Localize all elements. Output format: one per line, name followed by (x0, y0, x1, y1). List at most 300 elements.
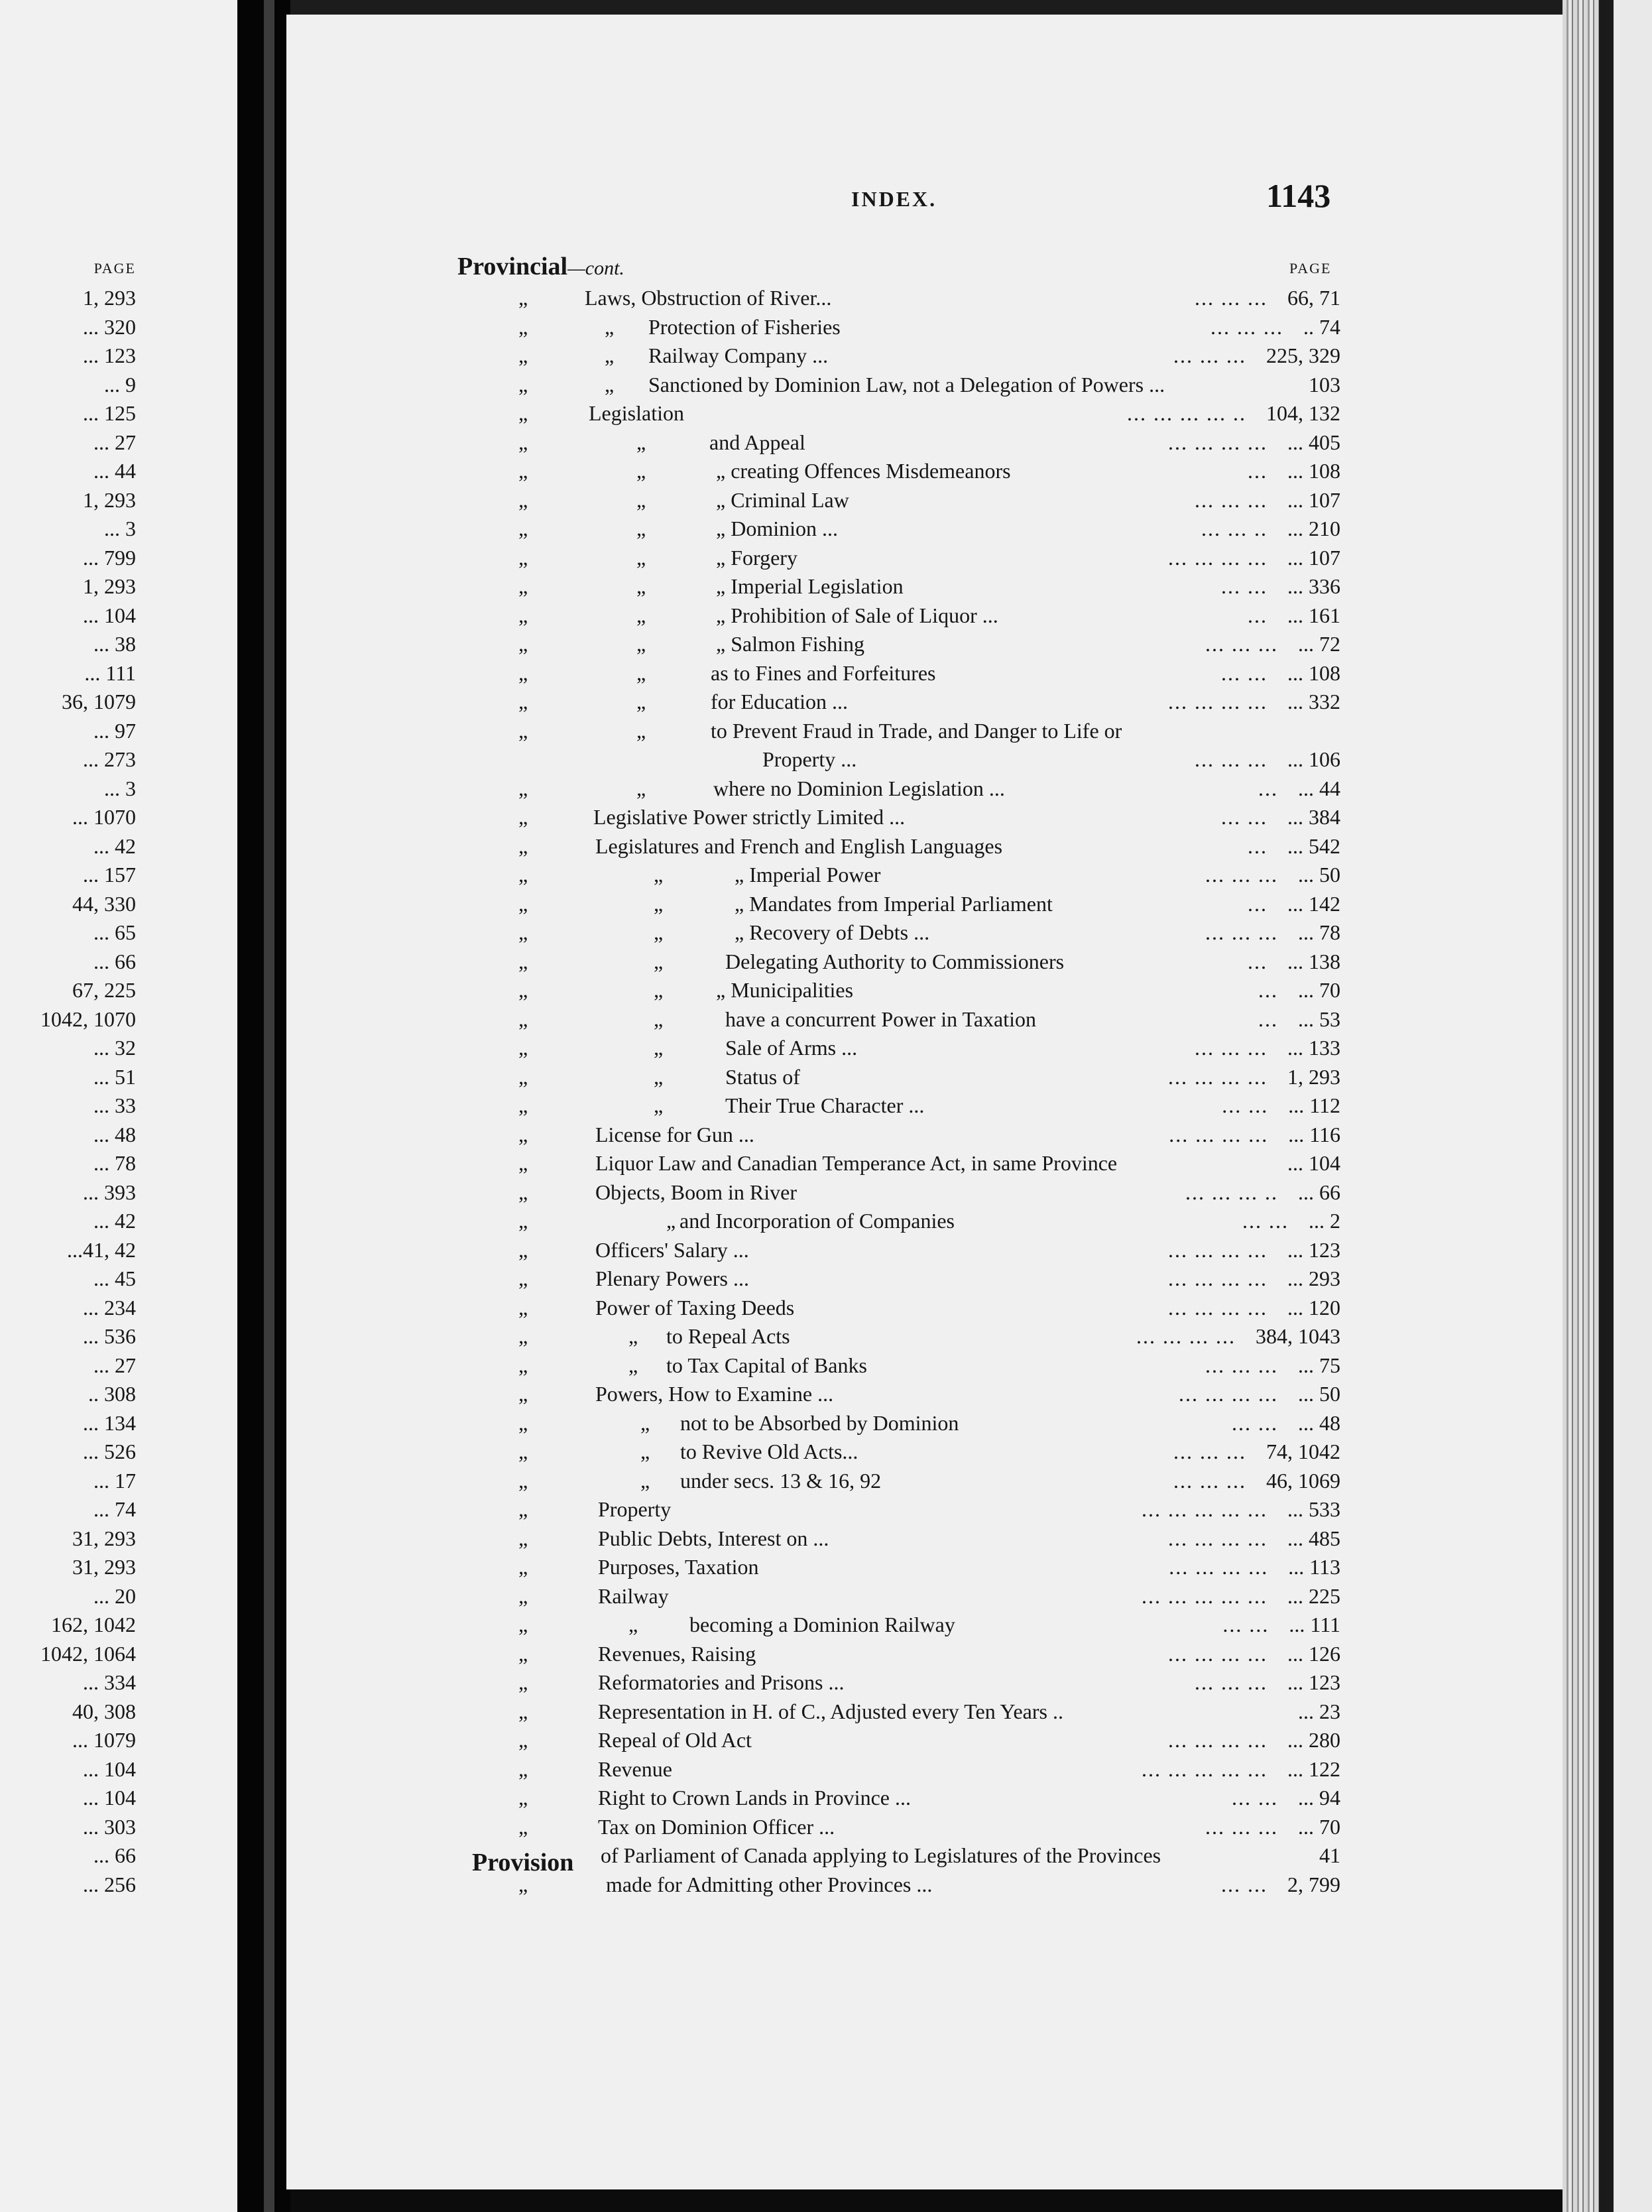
leader-dots: ... ... ... (1205, 1353, 1278, 1377)
index-entries (0, 284, 1652, 1899)
entry-page-ref: ... 104 (1287, 1151, 1340, 1175)
ditto-mark-secondary: „ (654, 1093, 664, 1117)
ditto-mark-secondary: „ (640, 1440, 650, 1463)
ditto-mark: „ (518, 1093, 528, 1117)
ditto-mark: „ (518, 1353, 528, 1377)
left-page-number: ... 134 (83, 1410, 136, 1435)
index-entry (0, 1784, 1652, 1813)
ditto-mark-secondary: „ (605, 343, 615, 367)
entry-page-ref: ... 293 (1287, 1266, 1340, 1290)
ditto-mark: „ (518, 1555, 528, 1579)
left-page-number: ... 320 (83, 314, 136, 339)
entry-page-ref: ... 23 (1298, 1699, 1340, 1723)
ditto-mark: „ (518, 978, 528, 1002)
index-entry (0, 1322, 1652, 1351)
entry-text: „ Salmon Fishing (716, 632, 865, 656)
entry-text: Legislative Power strictly Limited ... (593, 805, 906, 829)
entry-page-ref: ... 70 (1298, 978, 1340, 1002)
entry-page-ref: ... 116 (1288, 1122, 1340, 1146)
left-page-number: 67, 225 (72, 978, 136, 1002)
ditto-mark-secondary: „ (636, 776, 646, 800)
left-page-number: ... 104 (83, 603, 136, 627)
entry-text: „ Forgery (716, 545, 797, 570)
leader-dots: ... ... ... ... (1168, 1266, 1268, 1290)
index-entry (0, 515, 1652, 544)
index-entry (0, 1409, 1652, 1438)
entry-page-ref: ... 122 (1287, 1756, 1340, 1781)
ditto-mark: „ (518, 1728, 528, 1752)
entry-page-ref: ... 161 (1287, 603, 1340, 627)
ditto-mark-secondary: „ (654, 863, 664, 887)
entry-page-ref: ... 50 (1298, 1382, 1340, 1406)
index-entry (0, 1582, 1652, 1611)
index-entry (0, 717, 1652, 746)
leader-dots: ... ... ... (1195, 1670, 1268, 1694)
index-entry (0, 1063, 1652, 1092)
entry-text: Liquor Law and Canadian Temperance Act, in same Province (595, 1151, 1118, 1175)
ditto-mark: „ (518, 920, 528, 944)
index-entry (0, 688, 1652, 717)
ditto-mark: „ (518, 545, 528, 570)
leader-dots: ... ... ... ... ... (1142, 1756, 1268, 1781)
left-page-number: ... 27 (93, 430, 136, 454)
entry-page-ref: ... 113 (1288, 1555, 1340, 1579)
entry-text: Revenues, Raising (598, 1641, 756, 1666)
ditto-mark: „ (518, 1699, 528, 1723)
ditto-mark: „ (518, 1872, 528, 1896)
leader-dots: ... ... (1232, 1786, 1278, 1810)
entry-text: Delegating Authority to Commissioners (725, 949, 1065, 973)
left-page-number: ... 393 (83, 1180, 136, 1204)
ditto-mark: „ (518, 517, 528, 540)
left-page-number: 44, 330 (72, 891, 136, 916)
ditto-mark-secondary: „ (654, 920, 664, 944)
left-page-number: ... 9 (104, 372, 136, 397)
index-entry (0, 745, 1652, 774)
left-page-number: ... 104 (83, 1786, 136, 1810)
left-page-number: 162, 1042 (51, 1613, 136, 1636)
entry-text: „ Imperial Power (735, 863, 881, 887)
left-page-number: ... 1070 (72, 805, 136, 829)
entry-text: „ creating Offences Misdemeanors (716, 459, 1011, 483)
entry-page-ref: 384, 1043 (1256, 1324, 1340, 1348)
left-page-number: ...41, 42 (67, 1237, 136, 1262)
ditto-mark: „ (518, 286, 528, 310)
left-page-number: ... 111 (84, 660, 136, 685)
ditto-mark: „ (518, 1613, 528, 1636)
left-page-number: ... 799 (83, 545, 136, 570)
left-page-number: 1, 293 (83, 574, 136, 598)
ditto-mark: „ (518, 660, 528, 685)
index-entry (0, 371, 1652, 400)
entry-text: Right to Crown Lands in Province ... (598, 1786, 911, 1810)
entry-page-ref: ... 78 (1298, 920, 1340, 944)
index-entry (0, 1178, 1652, 1207)
left-page-number: ... 48 (93, 1122, 136, 1146)
ditto-mark: „ (518, 1583, 528, 1608)
ditto-mark: „ (518, 1497, 528, 1521)
index-entry (0, 1121, 1652, 1150)
left-page-number: ... 42 (93, 833, 136, 858)
ditto-mark-secondary: „ (636, 459, 646, 483)
entry-text: to Tax Capital of Banks (666, 1353, 867, 1377)
index-entry (0, 1640, 1652, 1669)
entry-text: Property (598, 1497, 672, 1521)
index-entry (0, 832, 1652, 861)
ditto-mark: „ (518, 949, 528, 973)
entry-page-ref: ... 280 (1287, 1728, 1340, 1752)
entry-page-ref: 74, 1042 (1266, 1440, 1340, 1463)
ditto-mark: „ (518, 1122, 528, 1146)
entry-page-ref: 1, 293 (1287, 1064, 1340, 1089)
entry-page-ref: ... 50 (1298, 863, 1340, 887)
leader-dots: ... (1248, 891, 1268, 916)
index-entry (0, 1553, 1652, 1582)
leader-dots: ... ... ... (1205, 920, 1278, 944)
entry-text: „ Recovery of Debts ... (735, 920, 930, 944)
ditto-mark-secondary: „ (605, 314, 615, 339)
entry-text: Public Debts, Interest on ... (598, 1526, 829, 1550)
heading-cont: —cont. (567, 257, 624, 279)
entry-page-ref: ... 210 (1287, 517, 1340, 540)
ditto-mark-secondary: „ (636, 574, 646, 598)
entry-text: „ Imperial Legislation (716, 574, 904, 598)
left-page-number: 1042, 1064 (40, 1641, 136, 1666)
entry-text: Legislatures and French and English Languages (595, 833, 1003, 858)
leader-dots: ... ... (1221, 805, 1268, 829)
leader-dots: ... ... ... ... (1168, 545, 1268, 570)
ditto-mark-secondary: „ (666, 1209, 676, 1233)
left-page-label: PAGE (93, 260, 136, 276)
left-page-number: ... 234 (83, 1295, 136, 1320)
left-page-number: 1042, 1070 (40, 1007, 136, 1031)
left-page-number: 31, 293 (72, 1526, 136, 1550)
leader-dots: ... (1248, 833, 1268, 858)
left-page-number: ... 273 (83, 747, 136, 771)
left-page-number: 40, 308 (72, 1699, 136, 1723)
left-page-number: ... 44 (93, 459, 136, 483)
ditto-mark-secondary: „ (628, 1613, 638, 1636)
entry-page-ref: ... 405 (1287, 430, 1340, 454)
entry-text: to Revive Old Acts... (680, 1440, 858, 1463)
leader-dots: ... ... ... ... (1168, 430, 1268, 454)
entry-text: and Appeal (709, 430, 805, 454)
ditto-mark: „ (518, 776, 528, 800)
entry-page-ref: ... 94 (1298, 1786, 1340, 1810)
leader-dots: ... ... ... (1195, 487, 1268, 512)
ditto-mark: „ (518, 401, 528, 425)
ditto-mark-secondary: „ (605, 372, 615, 397)
left-page-number: ... 32 (93, 1036, 136, 1060)
leader-dots: ... ... (1221, 1872, 1268, 1896)
leader-dots: ... ... ... (1210, 314, 1283, 339)
ditto-mark: „ (518, 690, 528, 713)
left-page-number: ... 536 (83, 1324, 136, 1348)
entry-page-ref: ... 72 (1298, 632, 1340, 656)
ditto-mark-secondary: „ (636, 430, 646, 454)
entry-page-ref: ... 48 (1298, 1410, 1340, 1435)
entry-text: „ Mandates from Imperial Parliament (735, 891, 1053, 916)
left-page-number: ... 17 (93, 1468, 136, 1493)
entry-text: Sale of Arms ... (725, 1036, 858, 1060)
entry-page-ref: ... 225 (1287, 1583, 1340, 1608)
left-page-number: ... 38 (93, 632, 136, 656)
left-page-number: ... 42 (93, 1209, 136, 1233)
entry-text: Objects, Boom in River (595, 1180, 797, 1204)
entry-text: Laws, Obstruction of River... (585, 286, 832, 310)
ditto-mark-secondary: „ (654, 949, 664, 973)
entry-text: to Prevent Fraud in Trade, and Danger to Life or (711, 718, 1122, 743)
entry-page-ref: ... 108 (1287, 459, 1340, 483)
entry-page-ref: ... 123 (1287, 1237, 1340, 1262)
ditto-mark-secondary: „ (628, 1353, 638, 1377)
ditto-mark-secondary: „ (636, 660, 646, 685)
left-page-number: ... 157 (83, 863, 136, 887)
index-entry (0, 1495, 1652, 1524)
index-entry (0, 399, 1652, 428)
leader-dots: ... ... ... ... (1168, 690, 1268, 713)
ditto-mark: „ (518, 314, 528, 339)
entry-page-ref: ... 66 (1298, 1180, 1340, 1204)
entry-page-ref: ... 133 (1287, 1036, 1340, 1060)
entry-page-ref: 103 (1309, 372, 1340, 397)
ditto-mark-secondary: „ (640, 1468, 650, 1493)
ditto-mark: „ (518, 1064, 528, 1089)
leader-dots: ... ... ... .. (1185, 1180, 1278, 1204)
left-page-number: ... 66 (93, 949, 136, 973)
ditto-mark: „ (518, 1814, 528, 1839)
left-page-number: 36, 1079 (62, 690, 136, 713)
left-page-number: ... 33 (93, 1093, 136, 1117)
ditto-mark: „ (518, 603, 528, 627)
left-page-number: ... 303 (83, 1814, 136, 1839)
index-entry (0, 1380, 1652, 1409)
left-page-number: ... 526 (83, 1440, 136, 1463)
ditto-mark: „ (518, 459, 528, 483)
index-heading (457, 252, 624, 281)
entry-text: Revenue (598, 1756, 672, 1781)
ditto-mark-secondary: „ (654, 1064, 664, 1089)
index-entry (0, 1611, 1652, 1640)
entry-text: Their True Character ... (725, 1093, 925, 1117)
entry-text: Railway (598, 1583, 669, 1608)
leader-dots: ... (1248, 459, 1268, 483)
index-entry (0, 1264, 1652, 1294)
entry-page-ref: ... 112 (1288, 1093, 1340, 1117)
index-entry (0, 1467, 1652, 1496)
ditto-mark: „ (518, 833, 528, 858)
entry-text: Representation in H. of C., Adjusted every Ten Years .. (598, 1699, 1063, 1723)
leader-dots: ... (1258, 978, 1278, 1002)
entry-text: and Incorporation of Companies (679, 1209, 955, 1233)
entry-text: have a concurrent Power in Taxation (725, 1007, 1036, 1031)
left-page-number: ... 45 (93, 1266, 136, 1290)
leader-dots: ... ... (1222, 1093, 1269, 1117)
entry-text: Tax on Dominion Officer ... (598, 1814, 835, 1839)
ditto-mark-secondary: „ (628, 1324, 638, 1348)
leader-dots: ... (1258, 776, 1278, 800)
leader-dots: ... ... ... ... (1168, 1295, 1268, 1320)
index-entry (0, 457, 1652, 486)
index-entry (0, 1697, 1652, 1727)
index-entry (0, 890, 1652, 919)
left-page-number: .. 308 (88, 1382, 136, 1406)
entry-text: Repeal of Old Act (598, 1728, 752, 1752)
entry-page-ref: ... 533 (1287, 1497, 1340, 1521)
ditto-mark-secondary: „ (636, 632, 646, 656)
leader-dots: ... ... ... ... (1169, 1122, 1269, 1146)
left-page-number: ... 334 (83, 1670, 136, 1694)
entry-page-ref: ... 485 (1287, 1526, 1340, 1550)
leader-dots: ... ... ... ... ... (1142, 1583, 1268, 1608)
ditto-mark: „ (518, 1670, 528, 1694)
leader-dots: ... ... ... ... .. (1127, 401, 1246, 425)
leader-dots: ... ... ... (1195, 1036, 1268, 1060)
leader-dots: ... (1248, 603, 1268, 627)
ditto-mark: „ (518, 372, 528, 397)
left-page-number: ... 123 (83, 343, 136, 367)
entry-text: not to be Absorbed by Dominion (680, 1410, 959, 1435)
ditto-mark-secondary: „ (654, 1007, 664, 1031)
leader-dots: ... ... ... ... (1168, 1526, 1268, 1550)
index-entry (0, 1841, 1652, 1871)
ditto-mark: „ (518, 487, 528, 512)
entry-page-ref: ... 542 (1287, 833, 1340, 858)
left-page-number: ... 3 (104, 776, 136, 800)
left-page-number: 1, 293 (83, 286, 136, 310)
left-page-number: 1, 293 (83, 487, 136, 512)
ditto-mark: „ (518, 1641, 528, 1666)
leader-dots: ... (1258, 1007, 1278, 1031)
index-entry (0, 1034, 1652, 1063)
ditto-mark-secondary: „ (636, 517, 646, 540)
ditto-mark-secondary: „ (654, 978, 664, 1002)
leader-dots: ... ... ... (1195, 286, 1268, 310)
left-page-number: ... 256 (83, 1872, 136, 1896)
leader-dots: ... ... ... ... (1168, 1237, 1268, 1262)
entry-text: becoming a Dominion Railway (689, 1613, 955, 1636)
entry-text: „ Dominion ... (716, 517, 838, 540)
ditto-mark: „ (518, 1151, 528, 1175)
left-page-number: ... 51 (93, 1064, 136, 1089)
leader-dots: ... ... .. (1201, 517, 1268, 540)
index-entry (0, 1438, 1652, 1467)
entry-text: Power of Taxing Deeds (595, 1295, 795, 1320)
index-entry (0, 341, 1652, 371)
entry-text: Property ... (762, 747, 857, 771)
ditto-mark: „ (518, 1266, 528, 1290)
leader-dots: ... ... (1222, 1613, 1269, 1636)
ditto-mark: „ (518, 1237, 528, 1262)
index-entry (0, 1524, 1652, 1554)
entry-text: Railway Company ... (648, 343, 829, 367)
ditto-mark: „ (518, 1786, 528, 1810)
ditto-mark-secondary: „ (636, 487, 646, 512)
entry-page-ref: ... 332 (1287, 690, 1340, 713)
entry-page-ref: 46, 1069 (1266, 1468, 1340, 1493)
leader-dots: ... ... ... ... (1168, 1641, 1268, 1666)
left-page-number: ... 78 (93, 1151, 136, 1175)
index-entry (0, 1726, 1652, 1755)
ditto-mark: „ (518, 1756, 528, 1781)
index-entry (0, 1813, 1652, 1842)
index-entry (0, 1207, 1652, 1236)
ditto-mark: „ (518, 863, 528, 887)
ditto-mark: „ (518, 718, 528, 743)
entry-page-ref: 41 (1319, 1843, 1340, 1867)
entry-page-ref: ... 108 (1287, 660, 1340, 685)
left-page-number: ... 66 (93, 1843, 136, 1867)
ditto-mark: „ (518, 1209, 528, 1233)
entry-text: Sanctioned by Dominion Law, not a Delegation of Powers ... (648, 372, 1165, 397)
index-entry (0, 1294, 1652, 1323)
ditto-mark: „ (518, 1526, 528, 1550)
ditto-mark-secondary: „ (654, 1036, 664, 1060)
entry-text: for Education ... (711, 690, 849, 713)
leader-dots: ... ... ... (1205, 863, 1278, 887)
left-page-number: ... 1079 (72, 1728, 136, 1752)
left-page-number: ... 97 (93, 718, 136, 743)
index-entry (0, 1668, 1652, 1697)
left-page-number: ... 3 (104, 517, 136, 540)
index-entry (0, 1871, 1652, 1900)
entry-page-ref: ... 120 (1287, 1295, 1340, 1320)
entry-text: „ Criminal Law (716, 487, 849, 512)
leader-dots: ... (1248, 949, 1268, 973)
entry-page-ref: ... 107 (1287, 487, 1340, 512)
index-entry (0, 1236, 1652, 1265)
leader-dots: ... ... ... ... (1168, 1728, 1268, 1752)
ditto-mark-secondary: „ (636, 690, 646, 713)
left-page-number: 31, 293 (72, 1555, 136, 1579)
leader-dots: ... ... ... (1205, 632, 1278, 656)
ditto-mark-secondary: „ (636, 718, 646, 743)
entry-text: Purposes, Taxation (598, 1555, 759, 1579)
ditto-mark-secondary: „ (636, 545, 646, 570)
index-entry (0, 1091, 1652, 1121)
ditto-mark: „ (518, 805, 528, 829)
leader-dots: ... ... ... (1173, 1468, 1246, 1493)
entry-text: Powers, How to Examine ... (595, 1382, 834, 1406)
entry-page-ref: ... 138 (1287, 949, 1340, 973)
left-page-number: ... 20 (93, 1583, 136, 1608)
entry-page-ref: ... 75 (1298, 1353, 1340, 1377)
ditto-mark-secondary: „ (654, 891, 664, 916)
entry-text: under secs. 13 & 16, 92 (680, 1468, 882, 1493)
running-head: INDEX. (851, 187, 937, 211)
leader-dots: ... ... ... ... (1169, 1555, 1269, 1579)
entry-page-ref: 2, 799 (1287, 1872, 1340, 1896)
entry-page-ref: 66, 71 (1287, 286, 1340, 310)
ditto-mark: „ (518, 343, 528, 367)
entry-page-ref: ... 106 (1287, 747, 1340, 771)
entry-page-ref: 104, 132 (1266, 401, 1340, 425)
leader-dots: ... ... ... (1205, 1814, 1278, 1839)
entry-page-ref: ... 70 (1298, 1814, 1340, 1839)
left-page-number: ... 125 (83, 401, 136, 425)
leader-dots: ... ... ... (1195, 747, 1268, 771)
index-entry (0, 918, 1652, 948)
entry-page-ref: ... 111 (1289, 1613, 1340, 1636)
index-entry (0, 659, 1652, 688)
index-heading-provision: Provision (472, 1849, 574, 1876)
leader-dots: ... ... ... ... ... (1142, 1497, 1268, 1521)
entry-text: „ Prohibition of Sale of Liquor ... (716, 603, 998, 627)
page-number: 1143 (1266, 177, 1331, 214)
ditto-mark-secondary: „ (640, 1410, 650, 1435)
entry-page-ref: ... 2 (1309, 1209, 1340, 1233)
index-entry (0, 284, 1652, 313)
